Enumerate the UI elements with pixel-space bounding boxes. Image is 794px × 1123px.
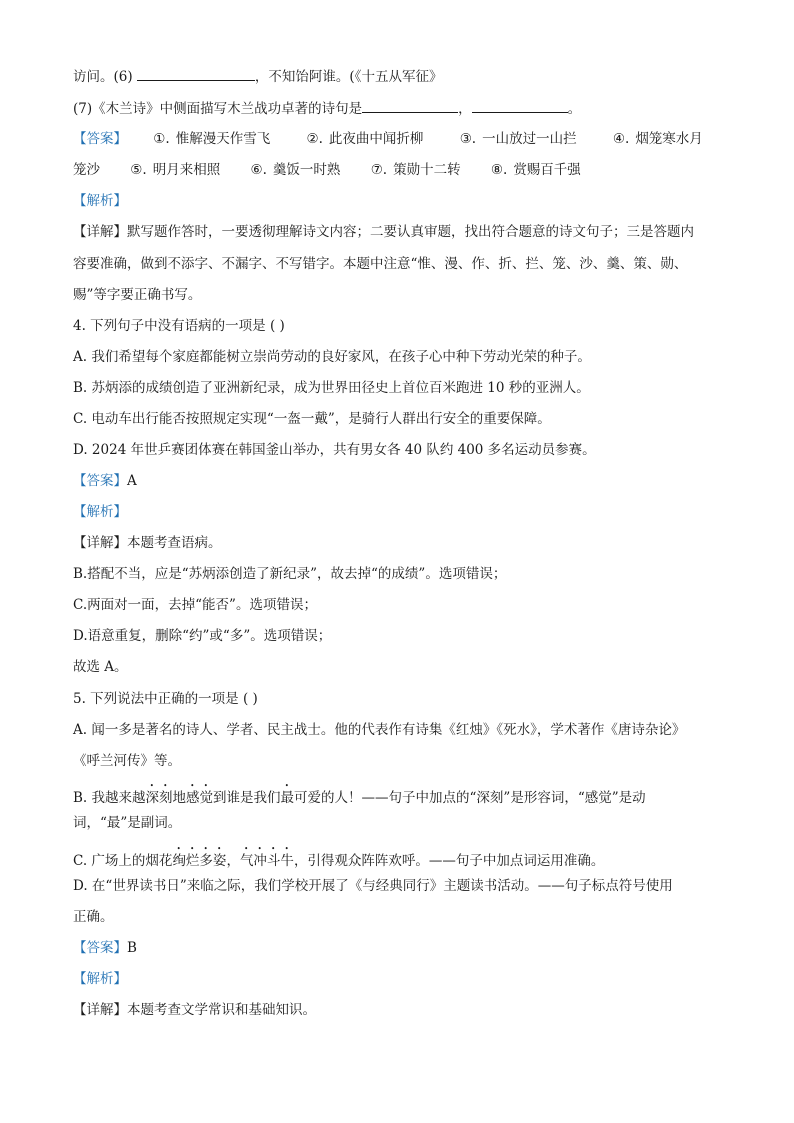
answer-tag: 【答案】 — [73, 940, 127, 956]
analysis-tag: 【解析】 — [73, 504, 127, 520]
answer-value: B — [127, 940, 137, 956]
fill-blank-7a — [362, 98, 458, 113]
answer-tag: 【答案】 — [73, 473, 127, 489]
q4-analysis-tag-line — [73, 502, 734, 522]
q3-part7-line: (7)《木兰诗》中侧面描写木兰战功卓著的诗句是 ， 。 — [73, 98, 734, 119]
answer-item: ⑥. 羹饭一时熟 — [250, 162, 341, 178]
answer-item: ④. 烟笼寒水月 — [612, 131, 703, 147]
q5-answer-line — [73, 938, 734, 958]
q3-analysis-tag-line — [73, 191, 734, 211]
q3-answer-line2: 笼沙 ⑤. 明月来相照 ⑥. 羹饭一时熟 ⑦. 策勋十二转 ⑧. 赏赐百千强 — [73, 162, 581, 178]
q3-answer-line1 — [73, 129, 734, 149]
fill-blank-6 — [137, 66, 255, 81]
q4-conclusion: 故选 A。 — [73, 659, 128, 675]
q5-option-b-line1: B. 我越来越深刻地感觉到谁是我们最可爱的人！——句子中加点的“深刻”是形容词，“感觉”是动 — [73, 790, 646, 806]
q4-explain-b: B.搭配不当，应是“苏炳添创造了新纪录”，故去掉“的成绩”。选项错误； — [73, 566, 507, 582]
fill-blank-7b — [472, 98, 568, 113]
q5-detail-line: 【详解】本题考查文学常识和基础知识。 — [73, 1002, 316, 1018]
detail-tag: 【详解】 — [73, 224, 127, 240]
q4-answer-line — [73, 471, 734, 491]
q3-detail-line2: 容要准确，做到不添字、不漏字、不写错字。本题中注意“惟、漫、作、折、拦、笼、沙、羹、策、勋、 — [73, 256, 688, 272]
q5-option-c: C. 广场上的烟花绚烂多姿，气冲斗牛，引得观众阵阵欢呼。——句子中加点词运用准确。 — [73, 853, 605, 869]
q5-option-b-line2: 词，“最”是副词。 — [73, 815, 182, 831]
detail-tag: 【详解】 — [73, 1002, 127, 1018]
answer-item: ⑤. 明月来相照 — [130, 162, 221, 178]
answer-item: ③. 一山放过一山拦 — [459, 131, 577, 147]
analysis-tag: 【解析】 — [73, 971, 127, 987]
answer-item: ⑧. 赏赐百千强 — [490, 162, 581, 178]
answer-item: ②. 此夜曲中闻折柳 — [306, 131, 424, 147]
q5-option-a-line1: A. 闻一多是著名的诗人、学者、民主战士。他的代表作有诗集《红烛》《死水》，学术著作《唐诗杂论》 — [73, 722, 686, 738]
q5-analysis-tag-line — [73, 969, 734, 989]
q4-option-d: D. 2024 年世乒赛团体赛在韩国釜山举办，共有男女各 40 队约 400 多名运动员参赛。 — [73, 442, 596, 458]
q4-option-c: C. 电动车出行能否按照规定实现“一盔一戴”，是骑行人群出行安全的重要保障。 — [73, 411, 551, 427]
q4-option-a: A. 我们希望每个家庭都能树立崇尚劳动的良好家风，在孩子心中种下劳动光荣的种子。 — [73, 349, 591, 365]
answer-tag: 【答案】 — [73, 131, 127, 147]
q5-stem: 5. 下列说法中正确的一项是 ( ) — [73, 691, 258, 707]
q4-explain-c: C.两面对一面，去掉“能否”。选项错误； — [73, 597, 317, 613]
q5-option-a-line2: 《呼兰河传》等。 — [73, 753, 181, 769]
q4-stem: 4. 下列句子中没有语病的一项是 ( ) — [73, 318, 285, 334]
q5-option-d-line2: 正确。 — [73, 909, 114, 925]
q4-explain-d: D.语意重复，删除“约”或“多”。选项错误； — [73, 628, 332, 644]
answer-item: ①. 惟解漫天作雪飞 — [153, 131, 271, 147]
q3-detail-line1: 【详解】默写题作答时，一要透彻理解诗文内容；二要认真审题，找出符合题意的诗文句子；三是答题内 — [73, 224, 694, 240]
answer-item: ⑦. 策勋十二转 — [370, 162, 461, 178]
q5-option-d-line1: D. 在“世界读书日”来临之际，我们学校开展了《与经典同行》主题读书活动。——句子标点符号使用 — [73, 878, 673, 894]
analysis-tag: 【解析】 — [73, 193, 127, 209]
answer-value: A — [127, 473, 137, 489]
q3-part6-line: 访问。(6) ，不知饴阿谁。(《十五从军征》 — [73, 66, 734, 87]
detail-tag: 【详解】 — [73, 535, 127, 551]
q4-option-b: B. 苏炳添的成绩创造了亚洲新纪录，成为世界田径史上首位百米跑进 10 秒的亚洲人。 — [73, 380, 590, 396]
q4-detail-line: 【详解】本题考查语病。 — [73, 535, 222, 551]
q3-detail-line3: 赐”等字要正确书写。 — [73, 287, 202, 303]
